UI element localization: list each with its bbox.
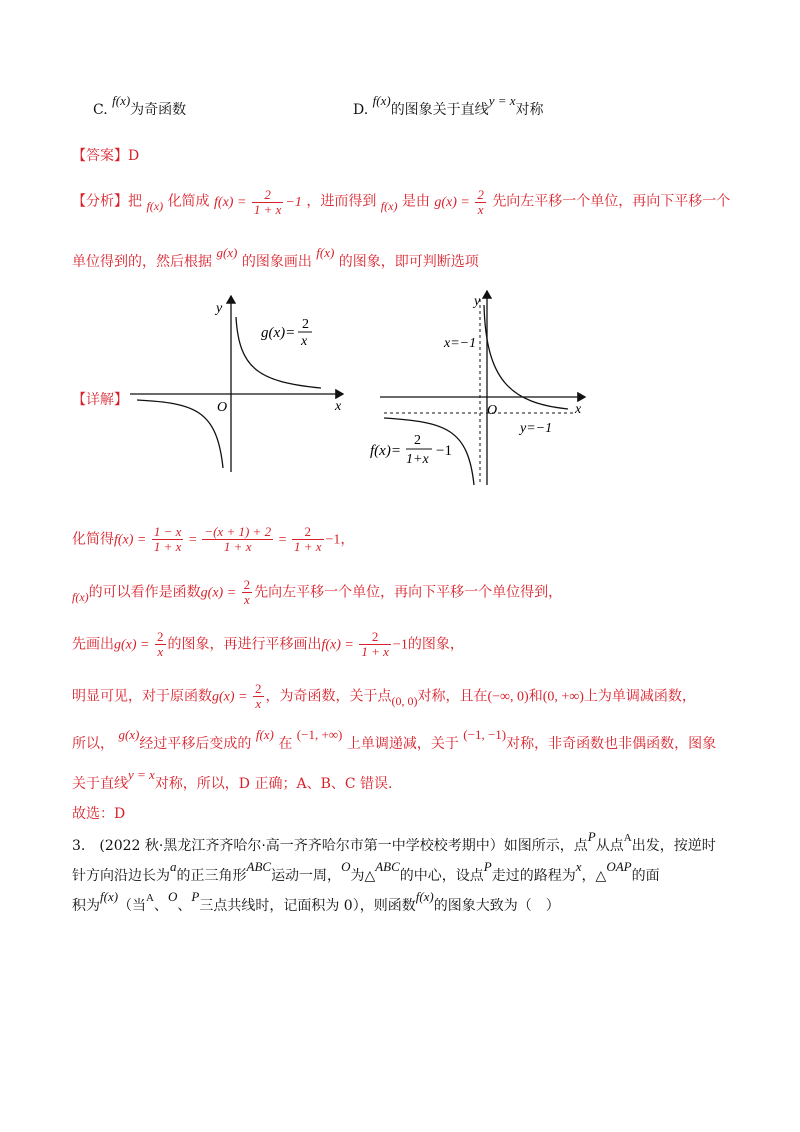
detail-text: 对称，所以，D 正确；A、B、C 错误.	[154, 776, 393, 792]
frac-num: 2	[252, 188, 284, 203]
q3-var: P	[483, 859, 492, 874]
detail-line-1: 化简得f(x) = $\frac{1 - x}{1 + x}$ = $\frac{-(x + 1) + 2}{1 + x}$ = $\frac{2}{1 + x}$ −1，	[72, 524, 355, 554]
analysis-tag: 【分析】	[72, 193, 128, 210]
q3-text: 为△	[350, 868, 376, 884]
curve-den: 1+x	[406, 452, 429, 467]
analysis-text: 把	[128, 193, 142, 210]
analysis-fx: f(x)	[146, 198, 164, 213]
x-label: x	[335, 399, 342, 414]
q3-text: 从点	[595, 838, 624, 854]
q3-text: 的正三角形	[176, 868, 247, 884]
detail-fx: f(x)	[72, 589, 89, 604]
detail-text: 经过平移后变成的	[139, 736, 252, 752]
curve-branch-right	[484, 305, 568, 409]
q3-var: x	[575, 859, 582, 874]
origin-label: O	[487, 403, 498, 418]
detail-text: 对称，且在	[417, 688, 488, 705]
curve-label: g(x)=	[261, 325, 296, 341]
q3-text: 三点共线时，记面积为 0），则函数	[199, 898, 416, 914]
frac-num: 2	[292, 525, 324, 540]
detail-text: 对称，非奇函数也非偶函数，图象	[506, 736, 717, 752]
conclusion: 故选：D	[72, 806, 126, 822]
graph-f	[370, 285, 595, 490]
detail-text: 所以，	[72, 736, 114, 752]
frac-den: 1 + x	[253, 202, 282, 217]
detail-text: 关于直线	[72, 776, 128, 792]
analysis-text: 的图象，即可判断选项	[338, 254, 479, 270]
detail-text: 化简得	[72, 531, 114, 548]
option-c-label: C.	[93, 102, 108, 118]
option-d-label: D.	[353, 102, 369, 118]
curve-num: 2	[414, 433, 421, 448]
q3-var: ABC	[375, 859, 400, 874]
detail-text: 上单调递减，关于	[346, 736, 459, 752]
detail-line-6	[72, 767, 393, 794]
q3-line-1	[72, 829, 716, 857]
q3-text: （当	[118, 898, 147, 914]
frac-den: 1 + x	[293, 539, 322, 554]
q3-text: 的面	[631, 868, 660, 884]
analysis-line-1	[72, 188, 730, 217]
detail-line-eq: y = x	[128, 767, 155, 782]
analysis-text: 先向左平移一个单位，再向下平移一个	[492, 193, 731, 210]
analysis-text: 化简成	[167, 193, 210, 210]
q3-text: 积为	[72, 898, 100, 914]
hline-label: y=−1	[520, 421, 553, 436]
detail-line-4: 明显可见，对于原函数g(x) = $\frac{2}{x}$ ，为奇函数，关于点(0, 0)对称，且在(−∞, 0)和(0, +∞)上为单调减函数，	[72, 681, 696, 711]
detail-line-2: f(x)的可以看作是函数g(x) = $\frac{2}{x}$ 先向左平移一个单位，再向下平移一个单位得到，	[72, 577, 563, 607]
option-c-func: f(x)	[112, 93, 131, 108]
q3-var: ABC	[246, 859, 272, 874]
option-c	[93, 93, 187, 120]
vline-label: x=−1	[444, 336, 477, 351]
q3-line-2	[72, 859, 660, 886]
origin-label: O	[217, 400, 228, 415]
frac-den: 1 + x	[153, 539, 182, 554]
analysis-text: 的图象画出	[241, 254, 312, 270]
analysis-fx: f(x)	[316, 245, 335, 260]
detail-interval: (−1, +∞)	[296, 727, 343, 742]
q3-var: f(x)	[100, 889, 119, 904]
frac-num: 1 − x	[153, 524, 182, 539]
q3-line-3	[72, 889, 560, 917]
detail-text: 的可以看作是函数	[88, 584, 201, 601]
detail-text: 在	[278, 736, 293, 752]
y-label: y	[474, 294, 481, 309]
q3-text: 的中心，设点	[399, 868, 484, 884]
detail-point: (−1, −1)	[463, 727, 507, 742]
analysis-gx: g(x) = $\frac{2}{x}$	[434, 187, 484, 217]
detail-tag: 【详解】	[72, 392, 128, 408]
y-label: y	[216, 301, 223, 316]
detail-fx: f(x)	[255, 727, 274, 742]
q3-var: f(x)	[415, 889, 434, 904]
detail-point: (0, 0)	[391, 693, 418, 708]
detail-interval: (0, +∞)	[542, 689, 584, 705]
frac-den: 1 + x	[223, 539, 252, 554]
detail-text: 先向左平移一个单位，再向下平移一个单位得到，	[254, 584, 563, 601]
detail-text: 上为单调减函数，	[583, 688, 696, 705]
analysis-formula: f(x) = $\frac{2}{1 + x}$ −1	[214, 187, 302, 217]
q3-text: 出发，按逆时	[631, 838, 716, 854]
q3-var: OAP	[606, 859, 632, 874]
analysis-text: ，进而得到	[306, 193, 377, 210]
analysis-text: 是由	[401, 193, 430, 210]
frac-num: −(x + 1) + 2	[204, 524, 272, 539]
q3-var: O	[168, 889, 178, 904]
curve-tail: −1	[436, 443, 452, 459]
curve-den: x	[301, 334, 308, 349]
analysis-line-2	[72, 245, 479, 272]
option-c-text: 为奇函数	[130, 102, 187, 118]
q3-var: P	[587, 829, 596, 844]
detail-text: ，为奇函数，关于点	[265, 688, 392, 705]
option-d-func: f(x)	[372, 93, 391, 108]
q3-var: a	[170, 859, 177, 874]
curve-num: 2	[302, 317, 309, 332]
q3-text: 、	[177, 898, 192, 914]
answer-tag: 【答案】	[72, 148, 128, 164]
q3-var: P	[191, 889, 200, 904]
q3-var: A	[623, 832, 632, 844]
detail-line-3: 先画出g(x) = $\frac{2}{x}$ 的图象，再进行平移画出f(x) = $\frac{2}{1 + x}$ −1的图象，	[72, 629, 464, 659]
q3-text: 运动一周，	[271, 868, 342, 884]
graph-g	[125, 290, 350, 475]
option-d-line: y = x	[488, 93, 516, 108]
curve-branch-left	[137, 400, 223, 468]
q3-text: 的图象大致为（ ）	[433, 898, 560, 914]
detail-gx: g(x)	[118, 727, 140, 742]
answer-value: D	[128, 148, 140, 164]
q3-text: 针方向沿边长为	[72, 868, 170, 884]
detail-text: 的图象，	[407, 636, 464, 653]
analysis-gx-ref: g(x)	[216, 245, 238, 260]
q3-text: ，△	[581, 868, 607, 884]
option-d-mid: 的图象关于直线	[390, 102, 489, 118]
analysis-text: 单位得到的，然后根据	[72, 254, 212, 270]
analysis-fx: f(x)	[380, 198, 398, 213]
q3-var: A	[146, 892, 154, 904]
detail-text: 的图象，再进行平移画出	[167, 636, 322, 653]
option-d	[353, 93, 544, 120]
q3-var: O	[341, 859, 351, 874]
answer-line	[72, 146, 139, 166]
detail-interval: (−∞, 0)	[487, 689, 529, 705]
option-d-text: 对称	[515, 102, 544, 118]
q3-text: 走过的路程为	[491, 868, 576, 884]
detail-text: 明显可见，对于原函数	[72, 688, 212, 705]
curve-label: f(x)=	[370, 443, 401, 459]
q3-text: 、	[154, 898, 168, 914]
q3-text: 3. (2022 秋·黑龙江齐齐哈尔·高一齐齐哈尔市第一中学校校考期中）如图所示，点	[72, 838, 588, 854]
detail-text: 和	[528, 688, 543, 705]
detail-text: −1，	[325, 532, 355, 548]
detail-text: 先画出	[72, 636, 114, 653]
detail-line-5	[72, 727, 717, 754]
x-label: x	[575, 402, 582, 417]
